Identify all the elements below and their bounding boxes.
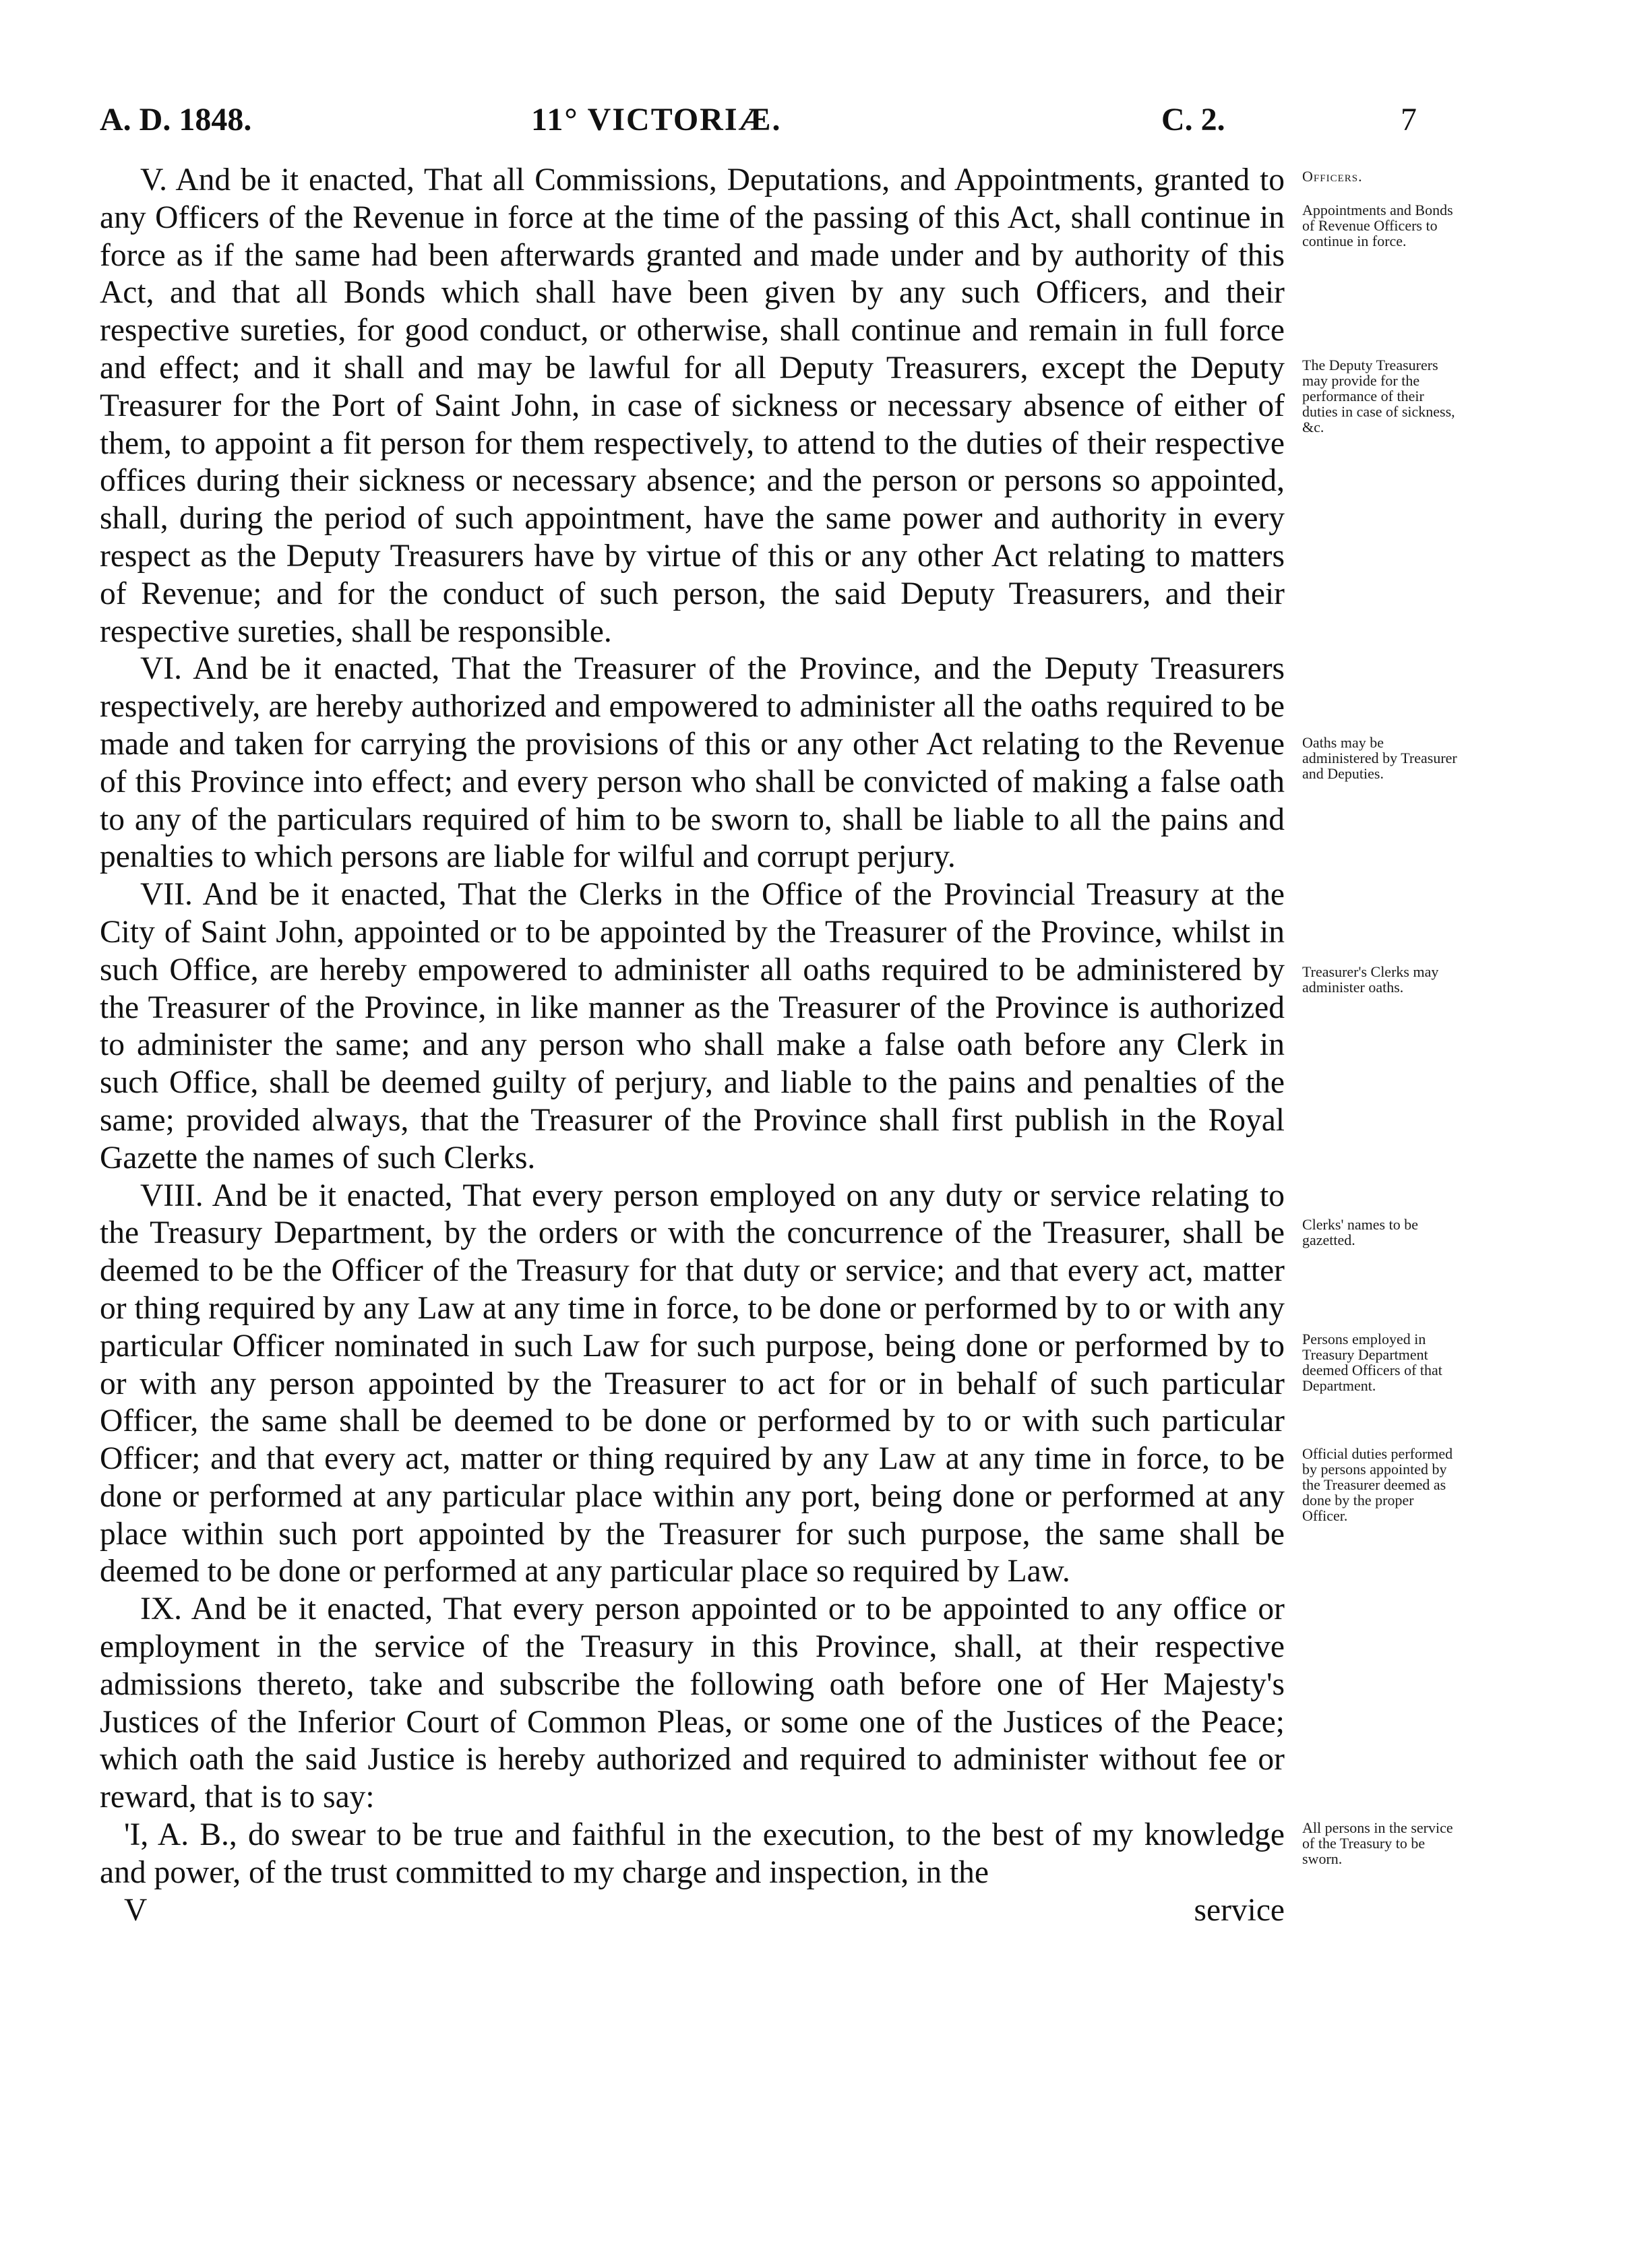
section-v: V. And be it enacted, That all Commissions, Deputations, and Appointments, granted to any Officers of the Revenue in force at the time of the passing of this Act, shall continue in force as if the same had been afterwards granted and made under and by authority of this Act, and that all Bonds which shall have been given by any such Officers, and their respective sureties, for good conduct, or otherwise, shall continue and remain in full force and effect; and it shall and may be lawful for all Deputy Treasurers, except the Deputy Treasurer for the Port of Saint John, in case of sickness or necessary absence of either of them, to appoint a fit person for them respectively, to attend to the duties of their respective offices during their sickness or necessary absence; and the person or persons so appointed, shall, during the period of such appointment, have the same power and authority in every respect as the Deputy Treasurers have by virtue of this or any other Act relating to matters of Revenue; and for the conduct of such person, the said Deputy Treasurers, and their respective sureties, shall be responsible. bbox=[100, 162, 1285, 649]
margin-note-appointments: Appointments and Bonds of Revenue Officers to continue in force. bbox=[1302, 202, 1453, 249]
margin-note-all-persons: All persons in the service of the Treasury to be sworn. bbox=[1302, 1819, 1453, 1867]
running-header bbox=[100, 101, 1421, 148]
margin-note-officers: Officers. bbox=[1302, 168, 1363, 185]
section-vi: VI. And be it enacted, That the Treasurer of the Province, and the Deputy Treasurers respectively, are hereby authorized and empowered to administer all the oaths required to be made and taken for carrying the provisions of this or any other Act relating to the Revenue of this Province into effect; and every person who shall be convicted of making a false oath to any of the particulars required of him to be sworn to, shall be liable to all the pains and penalties to which persons are liable for wilful and corrupt perjury. bbox=[100, 651, 1285, 875]
statute-text bbox=[100, 162, 1285, 1930]
margin-note-clerks-names: Clerks' names to be gazetted. bbox=[1302, 1216, 1418, 1248]
margin-note-oaths: Oaths may be administered by Treasurer and Deputies. bbox=[1302, 734, 1457, 782]
page-number: 7 bbox=[1401, 102, 1417, 138]
section-viii: VIII. And be it enacted, That every person employed on any duty or service relating to the Treasury Department, by the orders or with the concurrence of the Treasurer, shall be deemed to be the Officer of the Treasury for that duty or service; and that every act, matter or thing required by any Law at any time in force, to be done or performed by to or with any particular Officer nominated in such Law for such purpose, being done or performed by to or with any person appointed by the Treasurer to act for or in behalf of such particular Officer, the same shall be deemed to be done or performed by to or with such particular Officer; and that every act, matter or thing required by any Law at any time in force, to be done or performed at any particular place within any port, being done or performed at any place within such port appointed by the Treasurer for such purpose, the same shall be deemed to be done or performed at any particular place so required by Law. bbox=[100, 1178, 1285, 1589]
oath-text: 'I, A. B., do swear to be true and faithful in the execution, to the best of my knowledge and power, of the trust committed to my charge and inspection, in the bbox=[100, 1817, 1285, 1890]
header-reign: 11° VICTORIÆ. bbox=[531, 102, 782, 138]
header-year: A. D. 1848. bbox=[100, 102, 252, 138]
margin-note-persons-employed: Persons employed in Treasury Department deemed Officers of that Department. bbox=[1302, 1331, 1442, 1394]
header-chapter: C. 2. bbox=[1161, 102, 1225, 138]
section-vii: VII. And be it enacted, That the Clerks in the Office of the Provincial Treasury at the City of Saint John, appointed or to be appointed by the Treasurer of the Province, whilst in such Office, are hereby empowered to administer all oaths required to be administered by the Treasurer of the Province, in like manner as the Treasurer of the Province is authorized to administer the same; and any person who shall make a false oath before any Clerk in such Office, shall be deemed guilty of perjury, and liable to the pains and penalties of the same; provided always, that the Treasurer of the Province shall first publish in the Royal Gazette the names of such Clerks. bbox=[100, 877, 1285, 1176]
section-ix: IX. And be it enacted, That every person appointed or to be appointed to any office or employment in the service of the Treasury in this Province, shall, at their respective admissions thereto, take and subscribe the following oath before one of Her Majesty's Justices of the Inferior Court of Common Pleas, or some one of the Justices of the Peace; which oath the said Justice is hereby authorized and required to administer without fee or reward, that is to say: bbox=[100, 1591, 1285, 1815]
catchword: service bbox=[1194, 1892, 1285, 1928]
margin-note-clerks-oaths: Treasurer's Clerks may administer oaths. bbox=[1302, 963, 1439, 996]
page-footer bbox=[100, 1892, 1285, 1930]
margin-note-deputy: The Deputy Treasurers may provide for the performance of their duties in case of sickness, &c. bbox=[1302, 357, 1455, 435]
margin-note-official-duties: Official duties performed by persons appointed by the Treasurer deemed as done by the proper Officer. bbox=[1302, 1445, 1453, 1524]
signature-mark: V bbox=[124, 1892, 148, 1928]
